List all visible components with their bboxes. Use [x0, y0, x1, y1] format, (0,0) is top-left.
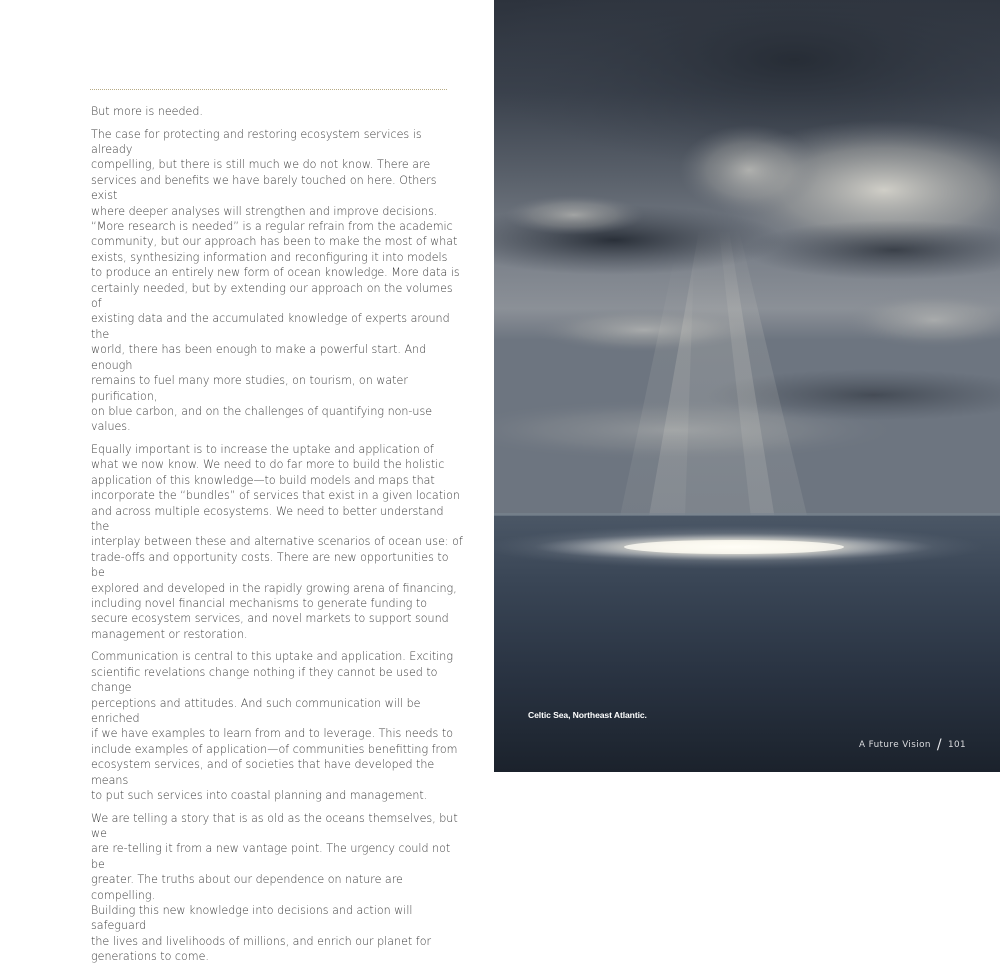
paragraph-communication: Communication is central to this uptake and application. Exciting scientific revelations change nothing if they cannot be used to change perceptions and attitudes. And such communication will be enriched if we have examples to learn from and to leverage. This needs to include examples of application—of communities benefitting from ecosystem services, and of societies that have developed the means to put such services into coastal planning and management. — [91, 650, 458, 803]
paragraph-conclusion: We are telling a story that is as old as the oceans themselves, but we are re-telling it from a new vantage point. The urgency could not be greater. The truths about our dependence on nature are compelling. Building this new knowledge into decisions and action will safeguard the lives and livelihoods of millions, and enrich our planet for generations to come. — [91, 811, 458, 964]
page-number: 101 — [948, 740, 966, 750]
photo-caption: Celtic Sea, Northeast Atlantic. — [528, 710, 647, 720]
footer-separator: / — [936, 737, 942, 753]
section-title: A Future Vision — [858, 740, 931, 750]
dotted-divider — [90, 89, 447, 90]
body-text — [91, 104, 463, 972]
seascape-image — [494, 0, 1000, 772]
page-footer — [859, 738, 966, 752]
paragraph-uptake: Equally important is to increase the uptake and application of what we now know. We need to do far more to build the holistic application of this knowledge—to build models and maps that incorporate the “bundles” of services that exist in a given location and across multiple ecosystems. We need to better understand the interplay between these and alternative scenarios of ocean use: of trade-offs and opportunity costs. There are new opportunities to be explored and developed in the rapidly growing arena of financing, including novel financial mechanisms to generate funding to secure ecosystem services, and novel markets to support sound management or restoration. — [91, 442, 463, 641]
paragraph-research: The case for protecting and restoring ecosystem services is already compelling, but there is still much we do not know. There are services and benefits we have barely touched on here. Others exist where deeper analyses will strengthen and improve decisions. “More research is needed” is a regular refrain from the academic community, but our approach has been to make the most of what exists, synthesizing information and reconfiguring it into models to produce an entirely new form of ocean knowledge. More data is certainly needed, but by extending our approach on the volumes of existing data and the accumulated knowledge of experts around the world, there has been enough to make a powerful start. And enough remains to fuel many more studies, on tourism, on water purification, on blue carbon, and on the challenges of quantifying non-use values. — [91, 127, 460, 434]
text-page — [0, 0, 494, 964]
seascape-photo — [494, 0, 1000, 772]
paragraph-intro: But more is needed. — [91, 105, 203, 118]
